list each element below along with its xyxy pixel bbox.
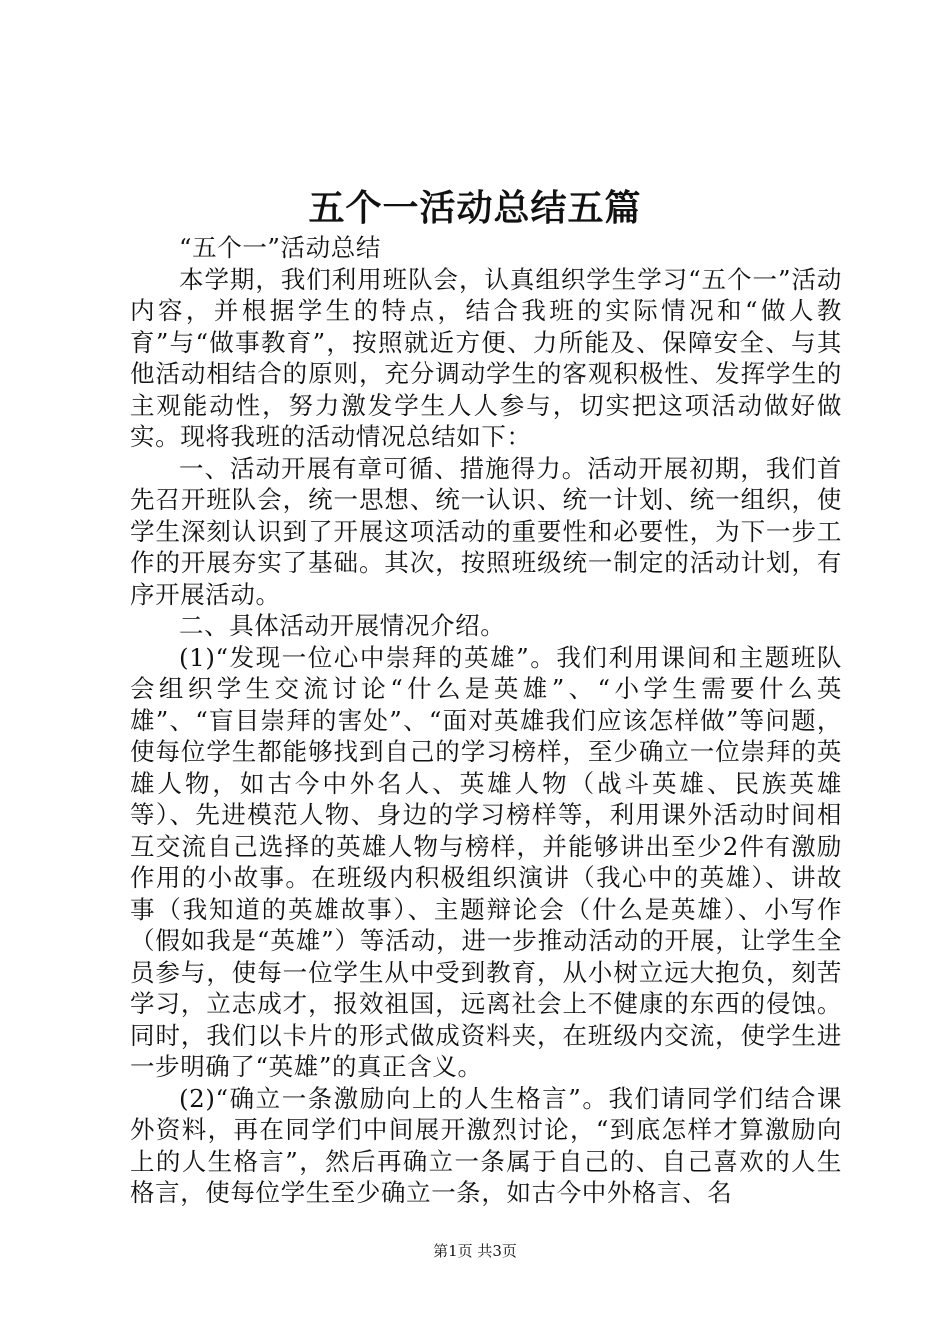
paragraph-part-two-heading: 二、具体活动开展情况介绍。 — [179, 611, 506, 640]
paragraph-item-1: (1)“发现一位心中崇拜的英雄”。我们利用课间和主题班队会组织学生交流讨论“什么是英雄”、“小学生需要什么英雄”、“盲目崇拜的害处”、“面对英雄我们应该怎样做”等问题，使每位学生都能够找到自己的学习榜样，至少确立一位崇拜的英雄人物，如古今中外名人、英雄人物（战斗英雄、民族英雄等）、先进模范人物、身边的学习榜样等，利用课外活动时间相互交流自己选择的英雄人物与榜样，并能够讲出至少2件有激励作用的小故事。在班级内积极组织演讲（我心中的英雄）、讲故事（我知道的英雄故事）、主题辩论会（什么是英雄）、小写作（假如我是“英雄”）等活动，进一步推动活动的开展，让学生全员参与，使每一位学生从中受到教育，从小树立远大抱负，刻苦学习，立志成才，报效祖国，远离社会上不健康的东西的侵蚀。同时，我们以卡片的形式做成资料夹，在班级内交流，使学生进一步明确了“英雄”的真正含义。 — [130, 642, 842, 1081]
intro-paragraph: 本学期，我们利用班队会，认真组织学生学习“五个一”活动内容，并根据学生的特点，结合我班的实际情况和“做人教育”与“做事教育”，按照就近方便、力所能及、保障安全、与其他活动相结合的原则，充分调动学生的客观积极性、发挥学生的主观能动性，努力激发学生人人参与，切实把这项活动做好做实。现将我班的活动情况总结如下： — [130, 264, 842, 451]
paragraph-part-one: 一、活动开展有章可循、措施得力。活动开展初期，我们首先召开班队会，统一思想、统一认识、统一计划、统一组织，使学生深刻认识到了开展这项活动的重要性和必要性，为下一步工作的开展夯实了基础。其次，按照班级统一制定的活动计划，有序开展活动。 — [130, 453, 842, 609]
document-title: 五个一活动总结五篇 — [308, 187, 642, 229]
paragraph-item-2: (2)“确立一条激励向上的人生格言”。我们请同学们结合课外资料，再在同学们中间展开激烈讨论，“到底怎样才算激励向上的人生格言”，然后再确立一条属于自己的、自己喜欢的人生格言，使每位学生至少确立一条，如古今中外格言、名 — [130, 1083, 842, 1207]
document-body — [130, 232, 842, 1209]
page-footer: 第1页 共3页 — [433, 1242, 517, 1260]
section-heading: “五个一”活动总结 — [179, 233, 381, 262]
